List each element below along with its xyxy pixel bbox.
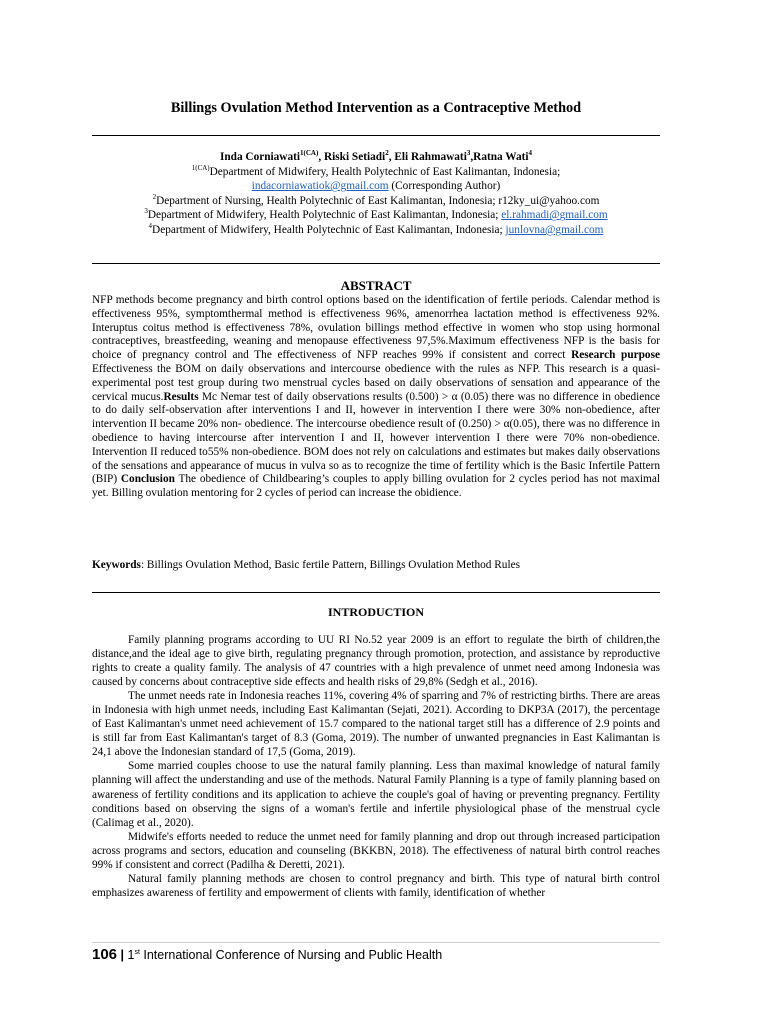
affiliation-2: [92, 194, 660, 209]
author-name: Ratna Wati: [473, 151, 529, 163]
email-link[interactable]: indacorniawatiok@gmail.com: [251, 180, 389, 193]
paragraph: Family planning programs according to UU RI No.52 year 2009 is an effort to regulate the birth of children,the distance,and the ideal age to give birth, regulating pregnancy through promotion, protection, and assistance by reproductive rights to create a quality family. The analysis of 47 countries with a high prevalence of unmet need among Indonesia was caused by concerns about contraceptive side effects and health risks of 29,8% (Sedgh et al., 2016).: [92, 634, 660, 689]
author-names: Inda Corniawati$^{1(CA)}$, Riski Setiadi$^2$, Eli Rahmawati$^3$,Ratna Wati$^4$: [219, 149, 533, 163]
paragraph: The unmet needs rate in Indonesia reaches 11%, covering 4% of sparring and 7% of restricting births. There are areas in Indonesia with high unmet needs, including East Kalimantan (Sejati, 2021). According to DKP3A (2017), the percentage of East Kalimantan's unmet need achievement of 15.7 compared to the national target still has a difference of 2.9 points and is still far from East Kalimantan's target of 8.3 (Goma, 2019). The number of unwanted pregnancies in East Kalimantan is 24,1 above the Indonesian standard of 17,5 (Goma, 2019).: [92, 690, 660, 759]
abstract-heading: ABSTRACT: [340, 278, 412, 293]
keywords-line: [92, 559, 660, 571]
author-name: Eli Rahmawati: [394, 151, 467, 163]
affiliation-sup: 3: [144, 207, 148, 216]
abstract-text: The obedience of Childbearing’s couples to apply billing ovulation for 2 cycles period has not maximal yet. Billing ovulation mentoring for 2 cycles of period can increase the obidience.: [92, 473, 660, 500]
footer-divider: [92, 942, 660, 943]
author-name: Riski Setiadi: [323, 151, 386, 163]
email-link[interactable]: junlovna@gmail.com: [505, 223, 604, 236]
affiliation-1-email-line: [92, 179, 660, 194]
author-block: [92, 150, 660, 238]
conference-sup: st: [134, 948, 140, 956]
abstract-body: [92, 294, 660, 501]
introduction-heading: INTRODUCTION: [327, 605, 424, 619]
authors-divider: [92, 263, 660, 264]
conference-prefix: 1: [127, 948, 135, 962]
keywords-text: : Billings Ovulation Method, Basic fertile Pattern, Billings Ovulation Method Rules: [140, 559, 520, 571]
affiliation-3: [92, 208, 660, 223]
footer-separator: |: [120, 948, 125, 962]
affiliation-text: Department of Midwifery, Health Polytechnic of East Kalimantan, Indonesia;: [147, 209, 499, 222]
corresponding-note: (Corresponding Author): [391, 180, 501, 193]
paragraph: Natural family planning methods are chosen to control pregnancy and birth. This type of natural birth control emphasizes awareness of fertility and empowerment of clients with family, identification of whether: [92, 872, 660, 899]
affiliation-sup: 4: [148, 222, 153, 231]
conference-name: International Conference of Nursing and Public Health: [139, 948, 443, 962]
paragraph: Midwife's efforts needed to reduce the unmet need for family planning and drop out through increased participation across programs and sectors, education and counseling (BKKBN, 2018). The effectiveness of natural birth control reaches 99% if consistent and correct (Padilha & Deretti, 2021).: [92, 830, 660, 871]
abstract-bold: Results: [163, 390, 199, 403]
author-sup: 1(CA): [300, 149, 319, 158]
affiliation-sup: 2: [152, 193, 157, 202]
paper-title: Billings Ovulation Method Intervention as a Contraceptive Method: [170, 100, 582, 116]
email-link[interactable]: el.rahmadi@gmail.com: [501, 209, 608, 222]
affiliation-text: Department of Midwifery, Health Polytechnic of East Kalimantan, Indonesia;: [152, 223, 503, 236]
affiliation-text: Department of Nursing, Health Polytechnic of East Kalimantan, Indonesia; r12ky_ui@yahoo.com: [156, 194, 600, 207]
page-number: 106: [92, 946, 118, 963]
page-footer: [92, 946, 442, 963]
paragraph: Some married couples choose to use the natural family planning. Less than maximal knowledge of natural family planning will affect the understanding and use of the methods. Natural Family Planning is a type of family planning based on awareness of fertility conditions and its application to achieve the couple's goal of having or preventing pregnancy. Fertility conditions based on observing the signs of a woman's fertile and infertile physiological phase of the menstrual cycle (Calimag et al., 2020).: [92, 760, 660, 829]
abstract-text: Effectiveness the BOM on daily observations and intercourse obedience with the rules as NFP. This research is a quasi-experimental post test group during two menstrual cycles based on daily observations of sensation and appearance of the cervical mucus.: [92, 362, 660, 403]
affiliation-sup: 1(CA): [191, 163, 210, 172]
abstract-text: Mc Nemar test of daily observations results (0.500) > α (0.05) there was no difference in obedience to do daily self-observation after interventions I and II, however in intervention I there were 30% non-obedience, after intervention II became 20% non- obedience. The intercourse obedience result of (0.250) > α(0.05), there was no difference in obedience to having intercourse after intervention I and II, however intervention I there were 70% non-obedience. Intervention II reduced to55% non-obedience. BOM does not rely on calculations and estimates but makes daily observations of the sensations and appearance of mucus in vulva so as to recognize the time of fertility which is the Basic Infertile Pattern (BIP): [92, 390, 660, 486]
affiliation-1: [92, 165, 660, 180]
abstract-text: NFP methods become pregnancy and birth control options based on the identification of fertile periods. Calendar method is effectiveness 95%, symptomthermal method is effectiveness 96%, amenorrhea lactation method is effectiveness 92%. Interuptus coitus method is effectiveness 78%, ovulation billings method effective in women who stop using hormonal contraceptives, breastfeeding, weaning and menopause effectiveness 97,5%.Maximum effectiveness NFP is the basis for choice of pregnancy control and The effectiveness of NFP reaches 99% if consistent and correct: [92, 294, 660, 362]
author-name: Inda Corniawati: [219, 151, 301, 163]
keywords-label: Keywords: [92, 559, 141, 571]
abstract-bold: Research purpose: [571, 349, 660, 362]
affiliation-text: Department of Midwifery, Health Polytechnic of East Kalimantan, Indonesia;: [209, 165, 561, 178]
author-sup: 2: [385, 149, 389, 158]
author-sup: 4: [528, 149, 533, 158]
introduction-body: [92, 633, 660, 900]
title-divider: [92, 135, 660, 136]
keywords-divider: [92, 592, 660, 593]
author-sup: 3: [466, 149, 471, 158]
affiliation-4: [92, 223, 660, 238]
abstract-bold: Conclusion: [120, 473, 175, 486]
